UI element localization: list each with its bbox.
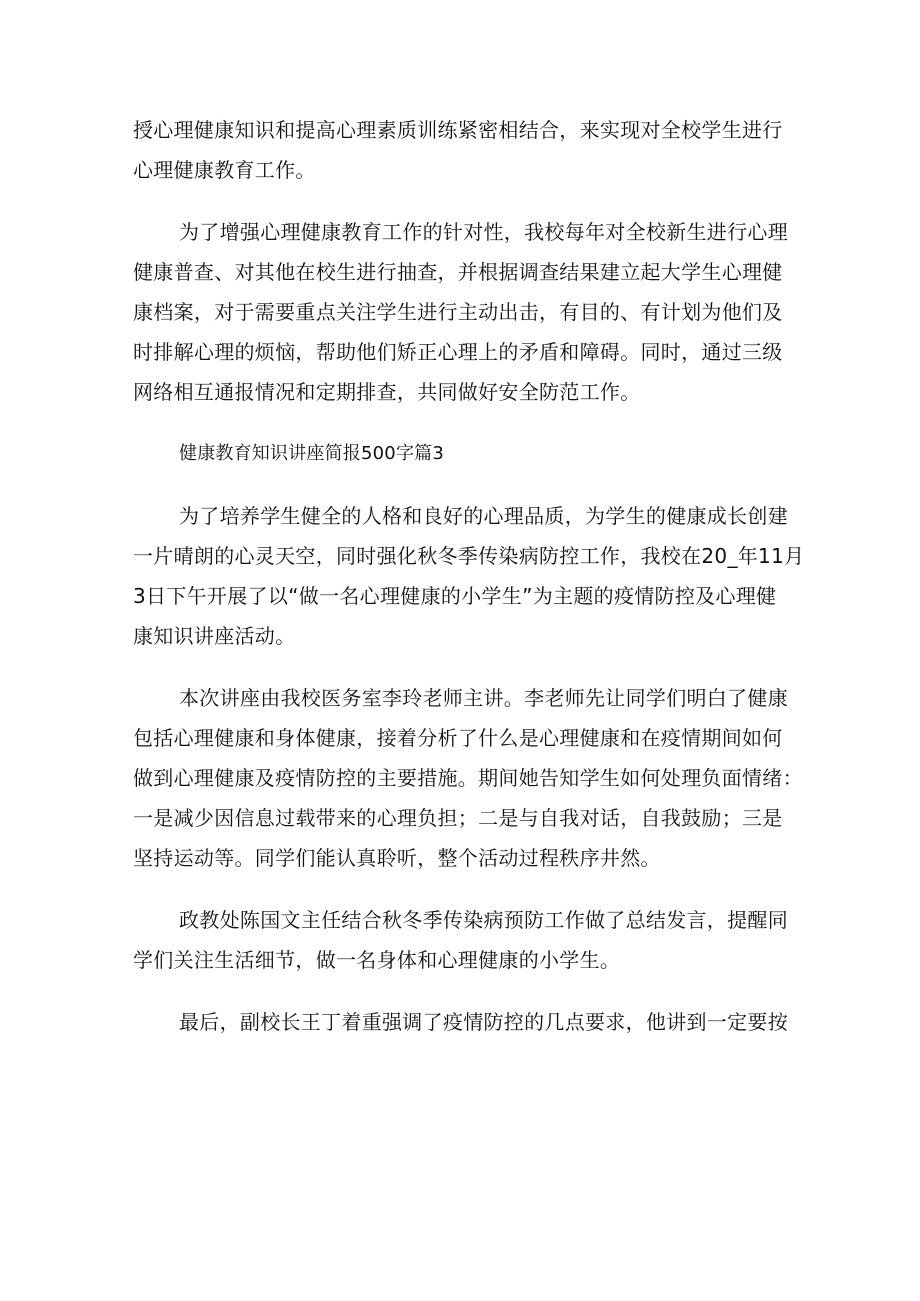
paragraph-6 <box>133 1002 788 1042</box>
text-line: 政教处陈国文主任结合秋冬季传染病预防工作做了总结发言，提醒同 <box>179 908 788 932</box>
text-line: 康知识讲座活动。 <box>133 624 296 648</box>
text-line: 一片晴朗的心灵天空，同时强化秋冬季传染病防控工作，我校在20_年11月 <box>133 544 805 568</box>
text-line: 做到心理健康及疫情防控的主要措施。期间她告知学生如何处理负面情绪： <box>133 766 803 790</box>
section-heading-block <box>133 434 785 474</box>
text-line: 为了增强心理健康教育工作的针对性，我校每年对全校新生进行心理 <box>179 220 788 244</box>
paragraph-5 <box>133 900 788 980</box>
text-line: 包括心理健康和身体健康，接着分析了什么是心理健康和在疫情期间如何 <box>133 726 783 750</box>
text-line: 康档案，对于需要重点关注学生进行主动出击，有目的、有计划为他们及 <box>133 300 783 324</box>
text-line: 本次讲座由我校医务室李玲老师主讲。李老师先让同学们明白了健康 <box>179 686 788 710</box>
section-heading: 健康教育知识讲座简报500字篇3 <box>179 443 445 464</box>
text-line: 健康普查、对其他在校生进行抽查，并根据调查结果建立起大学生心理健 <box>133 260 783 284</box>
paragraph-1 <box>133 110 785 190</box>
text-line: 为了培养学生健全的人格和良好的心理品质，为学生的健康成长创建 <box>179 504 788 528</box>
paragraph-3 <box>133 496 805 656</box>
text-line: 最后，副校长王丁着重强调了疫情防控的几点要求，他讲到一定要按 <box>179 1010 788 1034</box>
paragraph-4 <box>133 678 803 878</box>
paragraph-2 <box>133 212 788 412</box>
text-line: 时排解心理的烦恼，帮助他们矫正心理上的矛盾和障碍。同时，通过三级 <box>133 340 783 364</box>
text-line: 3日下午开展了以“做一名心理健康的小学生”为主题的疫情防控及心理健 <box>133 584 777 608</box>
text-line: 网络相互通报情况和定期排查，共同做好安全防范工作。 <box>133 380 641 404</box>
text-line: 坚持运动等。同学们能认真聆听，整个活动过程秩序井然。 <box>133 846 661 870</box>
text-line: 心理健康教育工作。 <box>133 158 316 182</box>
document-body <box>133 110 805 1042</box>
text-line: 一是减少因信息过载带来的心理负担；二是与自我对话，自我鼓励；三是 <box>133 806 783 830</box>
text-line: 学们关注生活细节，做一名身体和心理健康的小学生。 <box>133 948 621 972</box>
text-line: 授心理健康知识和提高心理素质训练紧密相结合，来实现对全校学生进行 <box>133 118 783 142</box>
